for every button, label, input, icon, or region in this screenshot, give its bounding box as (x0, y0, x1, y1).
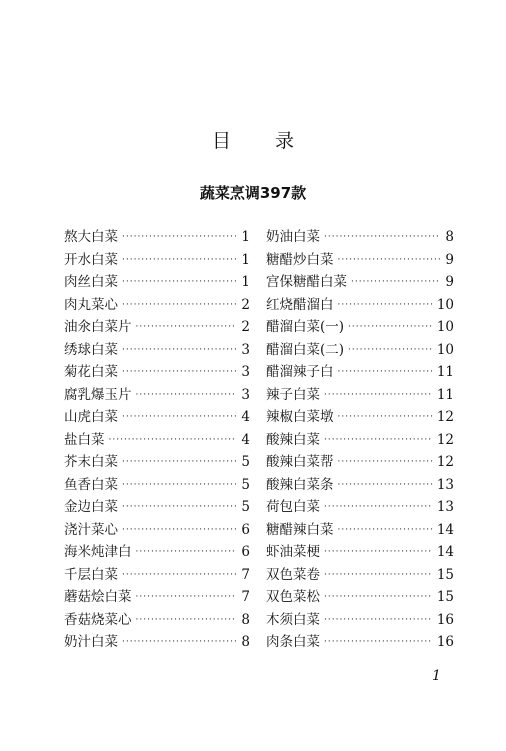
toc-entry-name: 浇汁菜心 (64, 521, 118, 538)
toc-entry-page: 10 (436, 296, 454, 313)
toc-entry-name: 千层白菜 (64, 566, 118, 583)
toc-entry (266, 361, 454, 384)
toc-entry (266, 519, 454, 542)
toc-entry-page: 6 (241, 521, 250, 538)
dot-leader (122, 519, 236, 542)
toc-entry-name: 醋溜白菜(二) (266, 341, 345, 358)
toc-entry-name: 海米炖津白 (64, 544, 132, 560)
toc-entry (266, 474, 454, 497)
toc-entry-page: 3 (241, 341, 250, 358)
toc-entry (64, 384, 250, 407)
dot-leader (122, 294, 236, 317)
dot-leader (136, 384, 237, 407)
toc-entry (266, 429, 454, 452)
toc-entry (266, 451, 454, 474)
toc-entry-page: 10 (436, 319, 454, 335)
dot-leader (348, 339, 433, 362)
dot-leader (338, 474, 433, 497)
dot-leader (122, 474, 236, 497)
toc-entry (266, 406, 454, 429)
toc-entry-page: 4 (241, 431, 250, 448)
toc-entry-name: 醋溜白菜(一) (266, 319, 345, 335)
toc-entry (64, 631, 250, 654)
toc-entry-name: 木须白菜 (266, 611, 320, 628)
toc-entry-page: 11 (436, 364, 454, 380)
toc-entry-name: 糖醋炒白菜 (266, 251, 334, 268)
dot-leader (122, 451, 236, 474)
toc-entry-page: 16 (436, 611, 454, 628)
toc-entry (266, 339, 454, 362)
dot-leader (324, 631, 433, 654)
toc-entry-name: 腐乳爆玉片 (64, 386, 132, 403)
dot-leader (122, 249, 236, 272)
dot-leader (122, 226, 236, 249)
toc-entry-page: 14 (436, 521, 454, 538)
toc-entry (266, 586, 454, 609)
toc-entry (266, 294, 454, 317)
toc-entry (266, 226, 454, 249)
dot-leader (338, 519, 433, 542)
toc-entry-page: 13 (436, 499, 454, 515)
dot-leader (338, 361, 433, 384)
dot-leader (324, 586, 433, 609)
toc-entry-page: 5 (241, 499, 250, 515)
toc-entry (266, 609, 454, 632)
title-char-2: 录 (275, 130, 295, 152)
page-title (0, 126, 506, 153)
dot-leader (338, 249, 441, 272)
toc-entry-page: 8 (241, 611, 250, 628)
dot-leader (122, 361, 236, 384)
toc-entry-name: 菊花白菜 (64, 364, 118, 380)
toc-entry-name: 熬大白菜 (64, 229, 118, 245)
toc-entry (64, 271, 250, 294)
toc-entry-page: 7 (241, 589, 250, 605)
dot-leader (136, 316, 237, 339)
toc-entry-name: 绣球白菜 (64, 341, 118, 358)
dot-leader (324, 541, 433, 564)
toc-entry-page: 9 (445, 274, 454, 290)
toc-entry (64, 316, 250, 339)
toc-entry-page: 8 (445, 229, 454, 245)
toc-entry (266, 249, 454, 272)
dot-leader (136, 609, 237, 632)
toc-entry (266, 271, 454, 294)
toc-entry-name: 芥末白菜 (64, 454, 118, 470)
toc-entry (64, 586, 250, 609)
toc-entry-page: 12 (436, 454, 454, 470)
dot-leader (122, 406, 236, 429)
toc-entry (266, 496, 454, 519)
toc-entry (64, 339, 250, 362)
toc-entry (64, 429, 250, 452)
toc-entry-page: 8 (241, 634, 250, 650)
toc-entry-name: 肉丸菜心 (64, 296, 118, 313)
toc-column-right (266, 226, 454, 654)
toc-entry-name: 金边白菜 (64, 499, 118, 515)
toc-entry-name: 双色菜松 (266, 589, 320, 605)
toc-entry (266, 631, 454, 654)
toc-entry-page: 3 (241, 364, 250, 380)
toc-entry-page: 15 (436, 566, 454, 583)
toc-entry-name: 鱼香白菜 (64, 476, 118, 493)
toc-entry-name: 宫保糖醋白菜 (266, 274, 347, 290)
dot-leader (338, 451, 433, 474)
dot-leader (122, 564, 236, 587)
toc-entry-page: 2 (241, 319, 250, 335)
toc-entry-name: 香菇烧菜心 (64, 611, 132, 628)
dot-leader (122, 496, 236, 519)
toc-entry-name: 酸辣白菜条 (266, 476, 334, 493)
toc-entry (64, 541, 250, 564)
toc-column-left (64, 226, 250, 654)
toc-entry (64, 361, 250, 384)
toc-entry-name: 油氽白菜片 (64, 319, 132, 335)
dot-leader (324, 564, 433, 587)
toc-entry-name: 肉丝白菜 (64, 274, 118, 290)
toc-entry (266, 541, 454, 564)
toc-entry (266, 564, 454, 587)
dot-leader (122, 631, 236, 654)
toc-entry-page: 1 (241, 251, 250, 268)
toc-entry-name: 肉条白菜 (266, 634, 320, 650)
dot-leader (324, 496, 433, 519)
toc-entry (64, 474, 250, 497)
dot-leader (136, 541, 237, 564)
dot-leader (324, 609, 433, 632)
toc-entry (64, 496, 250, 519)
toc-entry (64, 451, 250, 474)
toc-entry (64, 249, 250, 272)
toc-entry-name: 奶汁白菜 (64, 634, 118, 650)
dot-leader (324, 226, 440, 249)
dot-leader (324, 384, 433, 407)
toc-entry (266, 316, 454, 339)
page-number: 1 (432, 668, 441, 684)
toc-entry-page: 7 (241, 566, 250, 583)
toc-entry-name: 荷包白菜 (266, 499, 320, 515)
toc-entry (64, 609, 250, 632)
toc-entry-page: 13 (436, 476, 454, 493)
toc-entry-name: 蘑菇烩白菜 (64, 589, 132, 605)
toc-entry (266, 384, 454, 407)
toc-entry-page: 16 (436, 634, 454, 650)
toc-entry-name: 醋溜辣子白 (266, 364, 334, 380)
toc-entry-page: 5 (241, 476, 250, 493)
toc-entry-name: 山虎白菜 (64, 409, 118, 425)
toc-entry-page: 11 (436, 386, 454, 403)
toc-entry-page: 9 (445, 251, 454, 268)
toc-entry-name: 酸辣白菜 (266, 431, 320, 448)
dot-leader (122, 339, 236, 362)
toc-entry-page: 3 (241, 386, 250, 403)
toc-entry-name: 辣子白菜 (266, 386, 320, 403)
dot-leader (348, 316, 433, 339)
title-char-1: 目 (211, 130, 231, 152)
toc-entry (64, 226, 250, 249)
toc-entry-name: 红烧醋溜白 (266, 296, 334, 313)
toc-entry-page: 10 (436, 341, 454, 358)
toc-entry-name: 开水白菜 (64, 251, 118, 268)
toc-entry-name: 糖醋辣白菜 (266, 521, 334, 538)
toc-entry-page: 14 (436, 544, 454, 560)
dot-leader (351, 271, 440, 294)
toc-entry-name: 奶油白菜 (266, 229, 320, 245)
toc-entry (64, 294, 250, 317)
toc-entry-page: 6 (241, 544, 250, 560)
toc-entry (64, 564, 250, 587)
toc-entry-page: 12 (436, 431, 454, 448)
toc-entry (64, 406, 250, 429)
dot-leader (109, 429, 237, 452)
toc-entry-name: 辣椒白菜墩 (266, 409, 334, 425)
toc-entry (64, 519, 250, 542)
toc-entry-page: 2 (241, 296, 250, 313)
toc-entry-page: 1 (241, 274, 250, 290)
dot-leader (136, 586, 237, 609)
dot-leader (324, 429, 433, 452)
toc-entry-page: 12 (436, 409, 454, 425)
toc-entry-page: 5 (241, 454, 250, 470)
dot-leader (338, 294, 433, 317)
toc-entry-name: 酸辣白菜帮 (266, 454, 334, 470)
section-subtitle: 蔬菜烹调397款 (199, 184, 307, 202)
dot-leader (122, 271, 236, 294)
toc-entry-name: 双色菜卷 (266, 566, 320, 583)
toc-entry-name: 盐白菜 (64, 431, 105, 448)
toc-entry-name: 虾油菜梗 (266, 544, 320, 560)
dot-leader (338, 406, 433, 429)
toc-entry-page: 1 (241, 229, 250, 245)
toc-entry-page: 4 (241, 409, 250, 425)
toc-entry-page: 15 (436, 589, 454, 605)
